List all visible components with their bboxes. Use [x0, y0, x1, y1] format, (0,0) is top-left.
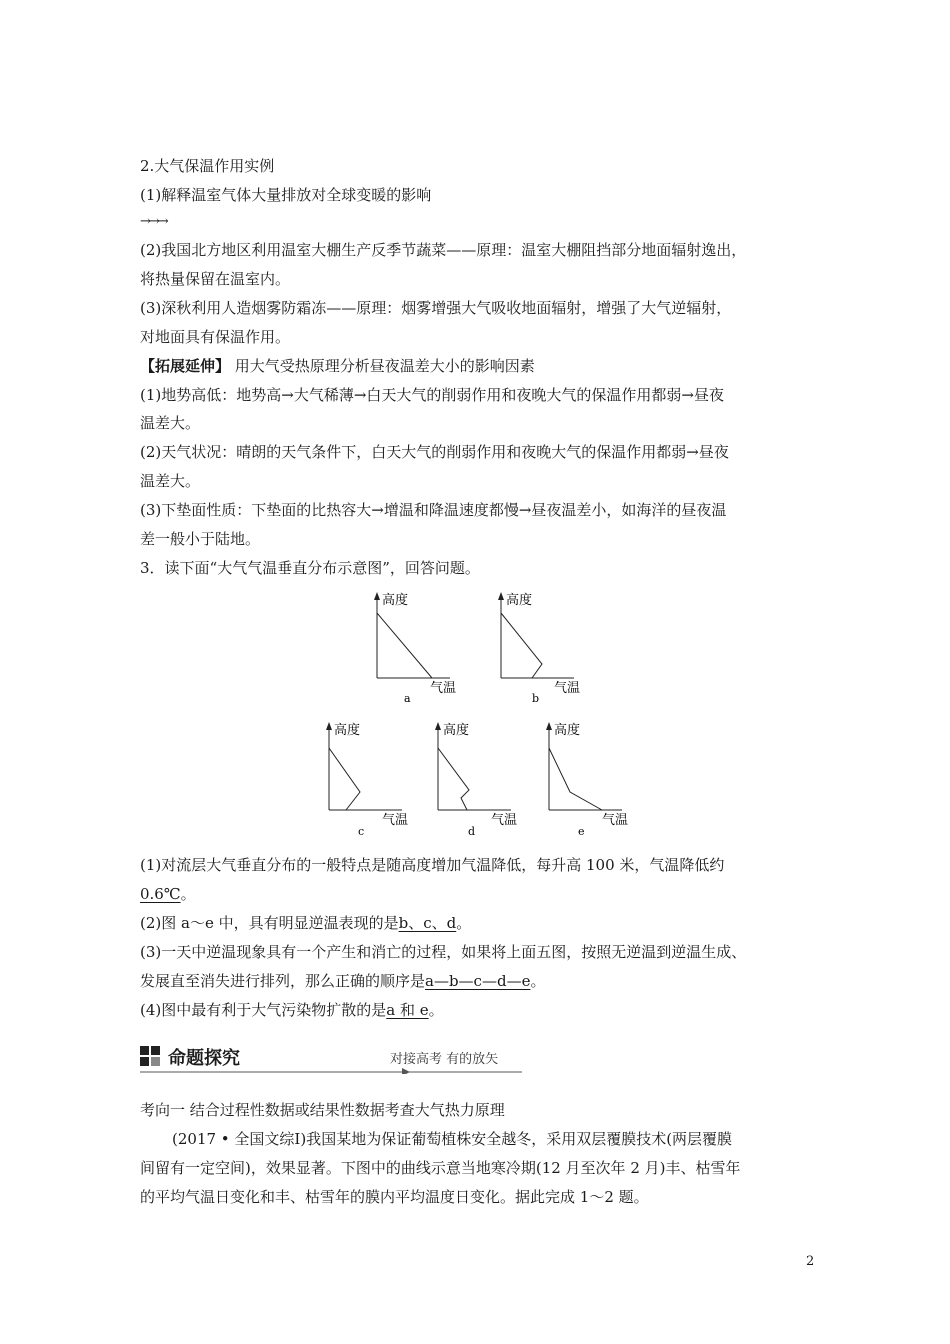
answer-3-text: 发展直至消失进行排列，那么正确的顺序是: [140, 972, 426, 990]
diagram-panel-d: [421, 718, 531, 842]
arrow-chain: →→→: [140, 214, 167, 229]
subheading-warming-examples: 2.大气保温作用实例: [140, 157, 275, 175]
paragraph-line: (3)下垫面性质：下垫面的比热容大→增温和降温速度都慢→昼夜温差小，如海洋的昼夜温: [140, 501, 727, 519]
answer-2-line: [140, 913, 471, 933]
paragraph-line: (3)深秋利用人造烟雾防霜冻——原理：烟雾增强大气吸收地面辐射，增强了大气逆辐射，: [140, 299, 732, 317]
section-title: 命题探究: [168, 1048, 240, 1069]
section-header: [140, 1040, 522, 1074]
question-3-prompt: 3．读下面“大气气温垂直分布示意图”，回答问题。: [140, 559, 480, 577]
answer-1-value: 0.6℃: [140, 885, 181, 903]
paragraph-line: (2)我国北方地区利用温室大棚生产反季节蔬菜——原理：温室大棚阻挡部分地面辐射逸出，: [140, 241, 747, 259]
paragraph-line: 差一般小于陆地。: [140, 530, 261, 548]
answer-1-line: (1)对流层大气垂直分布的一般特点是随高度增加气温降低，每升高 100 米，气温降低约: [140, 856, 725, 874]
paragraph-line: 温差大。: [140, 414, 201, 432]
extension-title: 用大气受热原理分析昼夜温差大小的影响因素: [230, 357, 535, 375]
paragraph-line: (1)地势高低：地势高→大气稀薄→白天大气的削弱作用和夜晚大气的保温作用都弱→昼夜: [140, 386, 724, 404]
answer-3-value: a—b—c—d—e: [425, 972, 531, 990]
panel-label: d: [468, 825, 476, 838]
axis-label-height: 高度: [506, 593, 533, 608]
answer-1-value-line: [140, 884, 196, 904]
paragraph-line: 对地面具有保温作用。: [140, 328, 291, 346]
paragraph-line: 将热量保留在温室内。: [140, 270, 291, 288]
answer-4-value: a 和 e: [386, 1001, 429, 1019]
answer-3-value-line: [140, 971, 545, 991]
axis-label-temp: 气温: [602, 813, 629, 828]
panel-label: c: [358, 825, 365, 838]
answer-2-text: (2)图 a～e 中，具有明显逆温表现的是: [140, 914, 399, 932]
axis-label-temp: 气温: [382, 813, 409, 828]
diagram-panel-e: [532, 718, 642, 842]
extension-heading: [140, 356, 535, 376]
answer-4-text: (4)图中最有利于大气污染物扩散的是: [140, 1001, 387, 1019]
axis-label-height: 高度: [382, 593, 409, 608]
answer-2-value: b、c、d: [398, 914, 457, 932]
punct: 。: [456, 914, 472, 932]
paragraph-line: 间留有一定空间)，效果显著。下图中的曲线示意当地寒冷期(12 月至次年 2 月)丰、枯雪年: [140, 1159, 741, 1177]
answer-3-line: (3)一天中逆温现象具有一个产生和消亡的过程，如果将上面五图，按照无逆温到逆温生成、: [140, 943, 747, 961]
paragraph-line: 温差大。: [140, 472, 201, 490]
answer-4-line: [140, 1000, 444, 1020]
diagram-panel-c: [312, 718, 422, 842]
diagram-panel-a: [360, 588, 470, 712]
axis-label-height: 高度: [554, 723, 581, 738]
panel-label: e: [578, 825, 585, 838]
extension-bracket-label: 【拓展延伸】: [140, 357, 231, 375]
axis-label-height: 高度: [443, 723, 470, 738]
panel-label: b: [532, 692, 540, 705]
axis-label-temp: 气温: [491, 813, 518, 828]
axis-label-height: 高度: [334, 723, 361, 738]
punct: 。: [428, 1001, 444, 1019]
diagram-panel-b: [484, 588, 594, 712]
topic-heading: 考向一 结合过程性数据或结果性数据考查大气热力原理: [140, 1101, 505, 1119]
page-number: 2: [806, 1254, 815, 1269]
panel-label: a: [404, 692, 411, 705]
punct: 。: [530, 972, 546, 990]
axis-label-temp: 气温: [554, 681, 581, 696]
paragraph-line: 的平均气温日变化和丰、枯雪年的膜内平均温度日变化。据此完成 1～2 题。: [140, 1188, 649, 1206]
section-subtitle: 对接高考 有的放矢: [390, 1052, 499, 1067]
paragraph-line: (1)解释温室气体大量排放对全球变暖的影响: [140, 186, 432, 204]
paragraph-line: (2017 • 全国文综Ⅰ)我国某地为保证葡萄植株安全越冬，采用双层覆膜技术(两层覆膜: [172, 1130, 733, 1148]
paragraph-line: (2)天气状况：晴朗的天气条件下，白天大气的削弱作用和夜晚大气的保温作用都弱→昼夜: [140, 443, 729, 461]
punct: 。: [180, 885, 196, 903]
axis-label-temp: 气温: [430, 681, 457, 696]
